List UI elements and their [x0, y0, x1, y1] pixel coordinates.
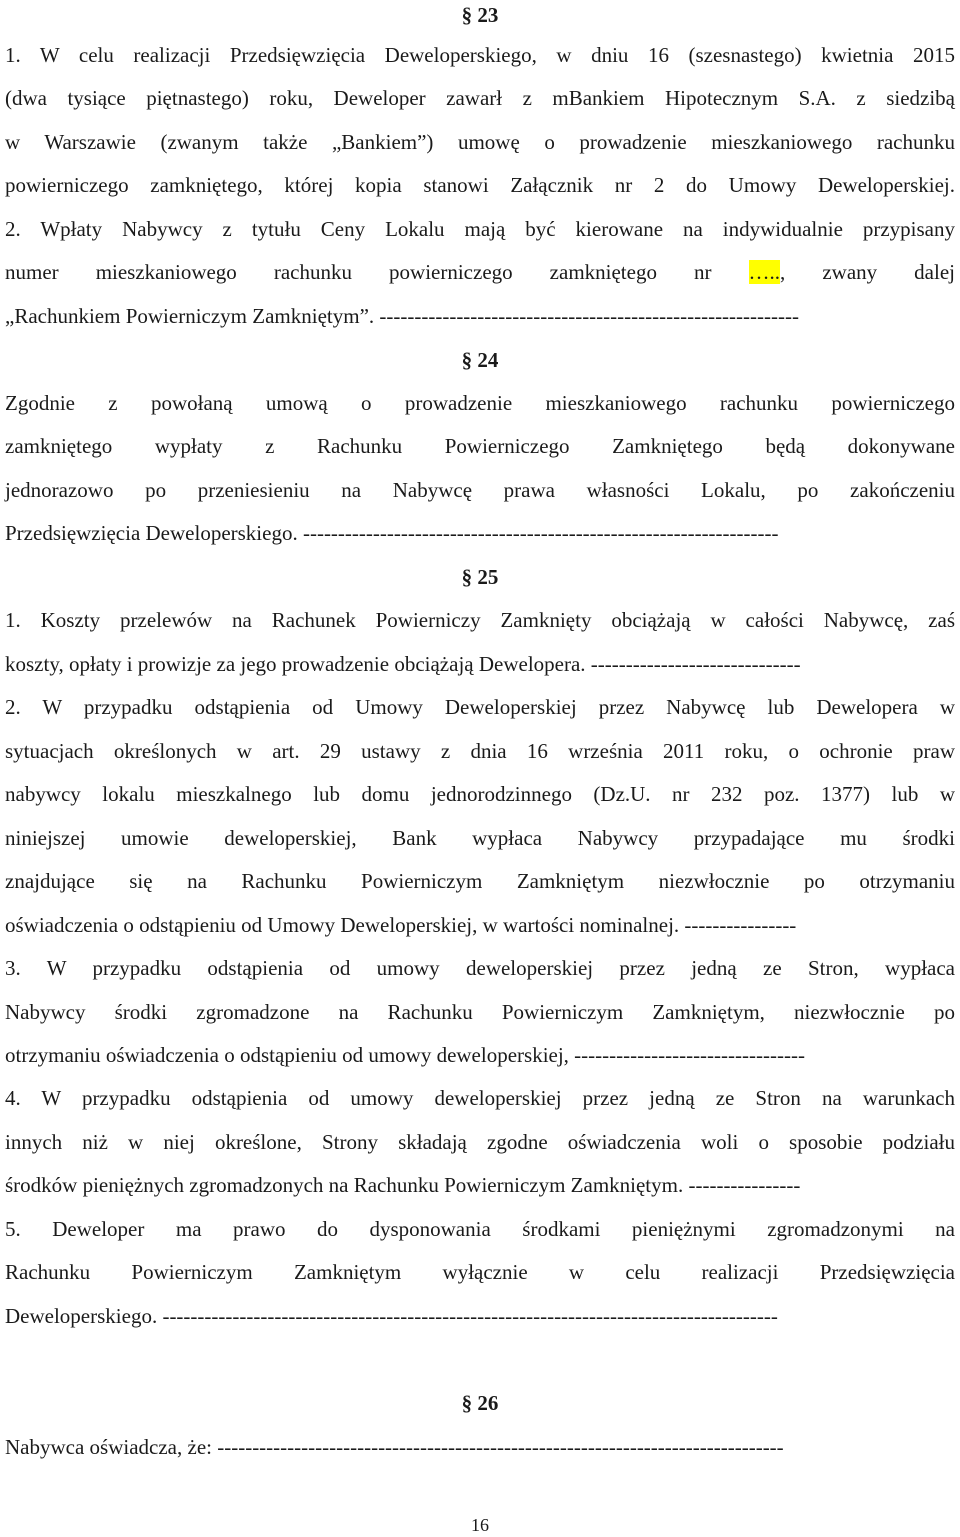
paragraph-line: w Warszawie (zwanym także „Bankiem”) umowę o prowadzenie mieszkaniowego rachunku — [5, 130, 955, 154]
paragraph-line: 1. W celu realizacji Przedsięwzięcia Deweloperskiego, w dniu 16 (szesnastego) kwietnia 2015 — [5, 43, 955, 67]
paragraph-line: oświadczenia o odstąpieniu od Umowy Deweloperskiej, w wartości nominalnej. ---------------- — [5, 913, 797, 937]
paragraph-line: 2. Wpłaty Nabywcy z tytułu Ceny Lokalu mają być kierowane na indywidualnie przypisany — [5, 217, 955, 241]
paragraph-line: znajdujące się na Rachunku Powierniczym Zamkniętym niezwłocznie po otrzymaniu — [5, 869, 955, 893]
paragraph-line: Przedsięwzięcia Deweloperskiego. -------------------------------------------------------------------- — [5, 521, 779, 545]
page-number: 16 — [471, 1515, 489, 1535]
account-number-placeholder: ….. — [748, 260, 781, 284]
section-heading-24: § 24 — [461, 348, 499, 372]
section-heading-26: § 26 — [461, 1391, 499, 1415]
section-heading-23: § 23 — [461, 3, 499, 27]
paragraph-line: innych niż w niej określone, Strony składają zgodne oświadczenia woli o sposobie podziału — [5, 1130, 955, 1154]
paragraph-line: 1. Koszty przelewów na Rachunek Powierniczy Zamknięty obciążają w całości Nabywcę, zaś — [5, 608, 955, 632]
paragraph-line: niniejszej umowie deweloperskiej, Bank wypłaca Nabywcy przypadające mu środki — [5, 826, 955, 850]
account-number-label: numer mieszkaniowego rachunku powierniczego zamkniętego nr — [5, 260, 749, 284]
paragraph-line: koszty, opłaty i prowizje za jego prowadzenie obciążają Dewelopera. ------------------------------ — [5, 652, 801, 676]
paragraph-line: Deweloperskiego. ---------------------------------------------------------------------------------------- — [5, 1304, 778, 1328]
paragraph-line: zamkniętego wypłaty z Rachunku Powierniczego Zamkniętego będą dokonywane — [5, 434, 955, 458]
paragraph-line: 3. W przypadku odstąpienia od umowy deweloperskiej przez jedną ze Stron, wypłaca — [5, 956, 955, 980]
paragraph-line: sytuacjach określonych w art. 29 ustawy z dnia 16 września 2011 roku, o ochronie praw — [5, 739, 955, 763]
paragraph-line: otrzymaniu oświadczenia o odstąpieniu od umowy deweloperskiej, --------------------------------- — [5, 1043, 805, 1067]
paragraph-line: Nabywcy środki zgromadzone na Rachunku Powierniczym Zamkniętym, niezwłocznie po — [5, 1000, 955, 1024]
paragraph-line: powierniczego zamkniętego, której kopia stanowi Załącznik nr 2 do Umowy Deweloperskiej. — [5, 173, 955, 197]
paragraph-line: 5. Deweloper ma prawo do dysponowania środkami pieniężnymi zgromadzonymi na — [5, 1217, 955, 1241]
paragraph-line: 4. W przypadku odstąpienia od umowy deweloperskiej przez jedną ze Stron na warunkach — [5, 1086, 955, 1110]
account-number-suffix: , zwany dalej — [780, 260, 955, 284]
section-heading-25: § 25 — [461, 565, 499, 589]
paragraph-line: nabywcy lokalu mieszkalnego lub domu jednorodzinnego (Dz.U. nr 232 poz. 1377) lub w — [5, 782, 955, 806]
paragraph-line: Zgodnie z powołaną umową o prowadzenie mieszkaniowego rachunku powierniczego — [5, 391, 955, 415]
paragraph-line-with-blank — [5, 257, 955, 287]
paragraph-line: 2. W przypadku odstąpienia od Umowy Deweloperskiej przez Nabywcę lub Dewelopera w — [5, 695, 955, 719]
paragraph-line: Rachunku Powierniczym Zamkniętym wyłącznie w celu realizacji Przedsięwzięcia — [5, 1260, 955, 1284]
paragraph-line: Nabywca oświadcza, że: --------------------------------------------------------------------------------- — [5, 1435, 784, 1459]
paragraph-line: „Rachunkiem Powierniczym Zamkniętym”. ------------------------------------------------------------ — [5, 304, 799, 328]
paragraph-line: jednorazowo po przeniesieniu na Nabywcę prawa własności Lokalu, po zakończeniu — [5, 478, 955, 502]
paragraph-line: środków pieniężnych zgromadzonych na Rachunku Powierniczym Zamkniętym. ---------------- — [5, 1173, 801, 1197]
paragraph-line: (dwa tysiące piętnastego) roku, Deweloper zawarł z mBankiem Hipotecznym S.A. z siedzibą — [5, 86, 955, 110]
